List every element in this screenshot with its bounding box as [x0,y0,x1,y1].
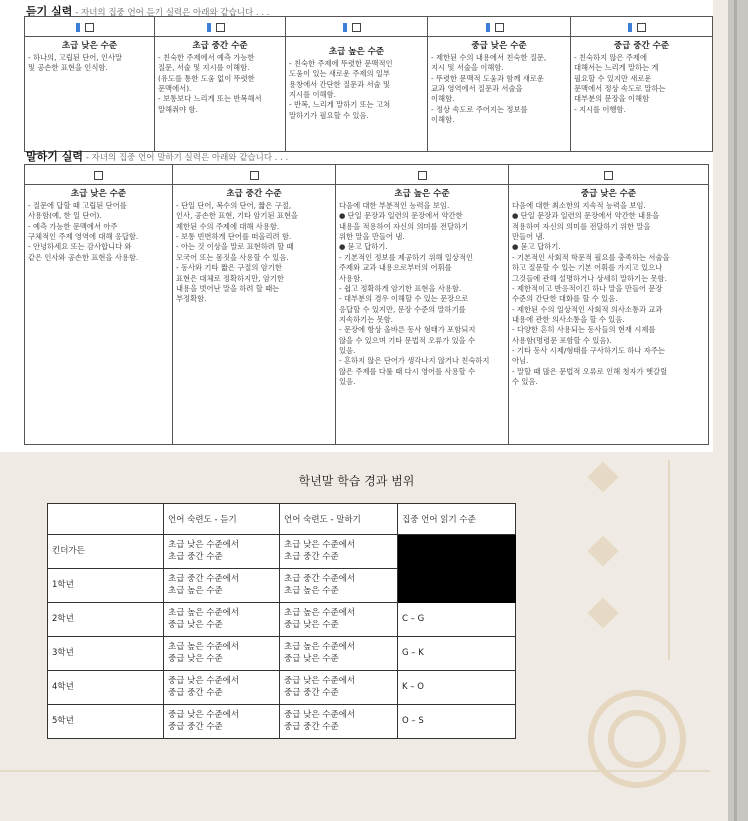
speaking-level-cell [173,185,336,445]
level-name: 초급 높은 수준 [394,189,450,199]
checkbox-icon[interactable] [604,171,613,180]
range-header-cell [48,504,164,535]
grade-cell: 3학년 [48,637,164,671]
listening-range-cell: 초급 중간 수준에서 초급 높은 수준 [164,569,280,603]
speaking-levels-table [24,164,709,445]
table-row [48,671,516,705]
grade-cell: 2학년 [48,603,164,637]
speaking-range-cell: 초급 중간 수준에서 초급 높은 수준 [280,569,398,603]
listening-level-cell [155,37,286,152]
level-name: 초급 높은 수준 [328,47,385,57]
listening-checkbox-cell [571,17,713,37]
speaking-title: 말하기 실력 [26,150,83,163]
listening-levels-table [24,16,713,152]
speaking-level-cell [25,185,173,445]
range-title: 학년말 학습 경과 범위 [298,474,415,488]
speaking-checkbox-cell [25,165,173,185]
level-description: - 하나의, 고립된 단어, 인사말 및 공손한 표현을 인식함. [28,53,123,73]
speaking-desc: - 자녀의 집중 언어 말하기 실력은 아래와 같습니다 . . . [85,153,289,163]
listening-range-cell: 초급 낮은 수준에서 초급 중간 수준 [164,535,280,569]
level-description: 다음에 대한 최소한의 지속적 능력을 보임. ● 단일 문장과 일련의 문장에서 약간한 내용을 적용하여 자신의 의미를 전달하기 위한 말을 만들어 냄. ● 묻고 답하기. - 기본적인 사회적 학문적 필요를 충족하는 서술을 하고 질문할 수 있는 기본 어휘를 가지고 있으나 그것들에 관해 설명하거나 상세히 말하기는 못함. - 제한적이고 반응적이긴 하나 말을 만들어 문장 수준의 간단한 대화를 할 수 있음. - 제한된 수의 일상적인 사회적 의사소통과 교과 내용에 관한 의사소통을 할 수 있음. - 다양한 흔히 사용되는 동사들의 현재 시제를 사용함(명령문 포함할 수 있음). - 기타 동사 시제/형태를 구사하기도 하나 자주는 아님. - 말할 때 많은 문법적 오류로 인해 청자가 헷갈릴 수 있음. [512,201,670,387]
decorative-diamond [587,597,618,628]
checkbox-icon[interactable] [352,23,361,32]
listening-level-cell [25,37,155,152]
table-row [48,569,516,603]
reading-level-cell [398,535,516,569]
level-name: 초급 중간 수준 [226,189,282,199]
level-name: 중급 낮은 수준 [580,189,637,199]
level-name: 중급 낮은 수준 [471,41,527,51]
listening-checkbox-cell [155,17,286,37]
decorative-ring [608,710,666,768]
checkbox-icon[interactable] [85,23,94,32]
listening-level-cell [428,37,571,152]
speaking-checkbox-cell [173,165,336,185]
reading-level-cell: K – O [398,671,516,705]
level-description: - 친숙한 주제에 뚜렷한 문맥적인 도움이 있는 새로운 주제의 일부 용창에서 간단한 질문과 서술 및 지시를 이해함. - 반복, 느리게 말하기 또는 고쳐 말하기가 필요할 수 있음. [289,59,393,120]
speaking-level-cell [336,185,509,445]
checkbox-icon[interactable] [418,171,427,180]
listening-level-cell [571,37,713,152]
range-header-cell: 언어 숙련도 - 듣기 [164,504,280,535]
reading-level-cell: C – G [398,603,516,637]
table-row [48,535,516,569]
range-header-cell: 언어 숙련도 - 말하기 [280,504,398,535]
right-scroll-rail [728,0,748,821]
speaking-range-cell: 초급 높은 수준에서 중급 낮은 수준 [280,603,398,637]
grade-cell: 4학년 [48,671,164,705]
reading-level-cell: O – S [398,705,516,739]
speaking-checkbox-cell [509,165,709,185]
level-description: - 친숙하지 않은 주제에 대해서는 느리게 말하는 게 필요할 수 있지만 새로운 문맥에서 정상 속도로 말하는 대부분의 문장을 이해함 - 지시를 이행함. [574,53,666,114]
speaking-range-cell: 중급 낮은 수준에서 중급 중간 수준 [280,671,398,705]
speaking-level-cell [509,185,709,445]
checkbox-icon[interactable] [94,171,103,180]
level-description: - 친숙한 주제에서 예측 가능한 질문, 서술 및 지시를 이해함. (유도를 통한 도움 없이 뚜렷한 문맥에서). - 보통보다 느리게 또는 반복해서 말해줘야 함. [158,53,262,114]
grade-cell: 1학년 [48,569,164,603]
listening-checkbox-cell [286,17,428,37]
year-end-range-table [47,503,516,739]
level-name: 중급 중간 수준 [613,41,670,51]
speaking-range-cell: 초급 낮은 수준에서 초급 중간 수준 [280,535,398,569]
grade-cell: 킨더가든 [48,535,164,569]
listening-checkbox-cell [25,17,155,37]
listening-range-cell: 초급 높은 수준에서 중급 낮은 수준 [164,637,280,671]
speaking-range-cell: 초급 높은 수준에서 중급 낮은 수준 [280,637,398,671]
level-description: 다음에 대한 부분적인 능력을 보임. ● 단일 문장과 일련의 문장에서 약간한 내용을 적용하여 자신의 의미를 전달하기 위한 말을 만들어 냄. ● 묻고 답하기. - 기본적인 정보를 제공하기 위해 일상적인 주제와 교과 내용으로부터의 어휘를 사용함. - 쉽고 정확하게 암기한 표현을 사용함. - 대부분의 경우 이해할 수 있는 문장으로 응답할 수 있지만, 문장 수준의 말하기를 지속하기는 못함. - 문장에 항상 올바른 동사 형태가 포함되지 않을 수 있으며 기타 문법적 오류가 있을 수 있음. - 흔하지 않은 단어가 생각나지 않거나 친숙하지 않은 주제를 다룰 때 다시 영어를 사용할 수 있음. [339,201,490,387]
decorative-diamond [587,535,618,566]
speaking-heading [26,148,288,164]
reading-level-cell [398,569,516,603]
table-row [48,637,516,671]
range-header-row [48,504,516,535]
listening-desc: - 자녀의 집중 언어 듣기 실력은 아래와 같습니다 . . . [75,8,270,18]
level-name: 초급 낮은 수준 [61,41,118,51]
table-row [48,603,516,637]
checkbox-icon[interactable] [495,23,504,32]
level-name: 초급 낮은 수준 [70,189,127,199]
speaking-range-cell: 중급 낮은 수준에서 중급 중간 수준 [280,705,398,739]
listening-title: 듣기 실력 [26,5,73,18]
level-name: 초급 중간 수준 [192,41,248,51]
table-row [48,705,516,739]
listening-range-cell: 중급 낮은 수준에서 중급 중간 수준 [164,705,280,739]
listening-checkbox-cell [428,17,571,37]
checkbox-icon[interactable] [637,23,646,32]
decorative-vertical-line [668,460,670,660]
listening-level-cell [286,37,428,152]
grade-cell: 5학년 [48,705,164,739]
checkbox-icon[interactable] [216,23,225,32]
listening-range-cell: 중급 낮은 수준에서 중급 중간 수준 [164,671,280,705]
level-description: - 질문에 답할 때 고립된 단어를 사용함(예, 한 일 단어). - 예측 가능한 문맥에서 아주 구체적인 주제 영역에 대해 응답함. - 안녕하세요 또는 감사합니다 와 같은 인사와 공손한 표현을 사용함. [28,201,139,262]
level-description: - 단일 단어, 복수의 단어, 짧은 구절, 인사, 공손한 표현, 기타 암기된 표현을 제한된 수의 주제에 대해 사용함. - 보통 빈번하게 단어를 떠올리려 함. - 아는 것 이상을 말로 표현하려 할 때 모국어 또는 몸짓을 사용할 수 있음. - 동사와 기타 짧은 구절의 암기한 표현은 대체로 정확하지만, 암기한 내용을 벗어난 말을 하려 할 때는 부정확함. [176,201,298,304]
checkbox-icon[interactable] [250,171,259,180]
level-description: - 제한된 수의 내용에서 친숙한 질문, 지시 및 서술을 이해함. - 뚜렷한 문맥적 도움과 함께 새로운 교과 영역에서 질문과 서술을 이해함. - 정상 속도로 주어지는 정보를 이해함. [431,53,547,125]
speaking-checkbox-cell [336,165,509,185]
range-header-cell: 집중 언어 읽기 수준 [398,504,516,535]
listening-range-cell: 초급 높은 수준에서 중급 낮은 수준 [164,603,280,637]
reading-level-cell: G – K [398,637,516,671]
